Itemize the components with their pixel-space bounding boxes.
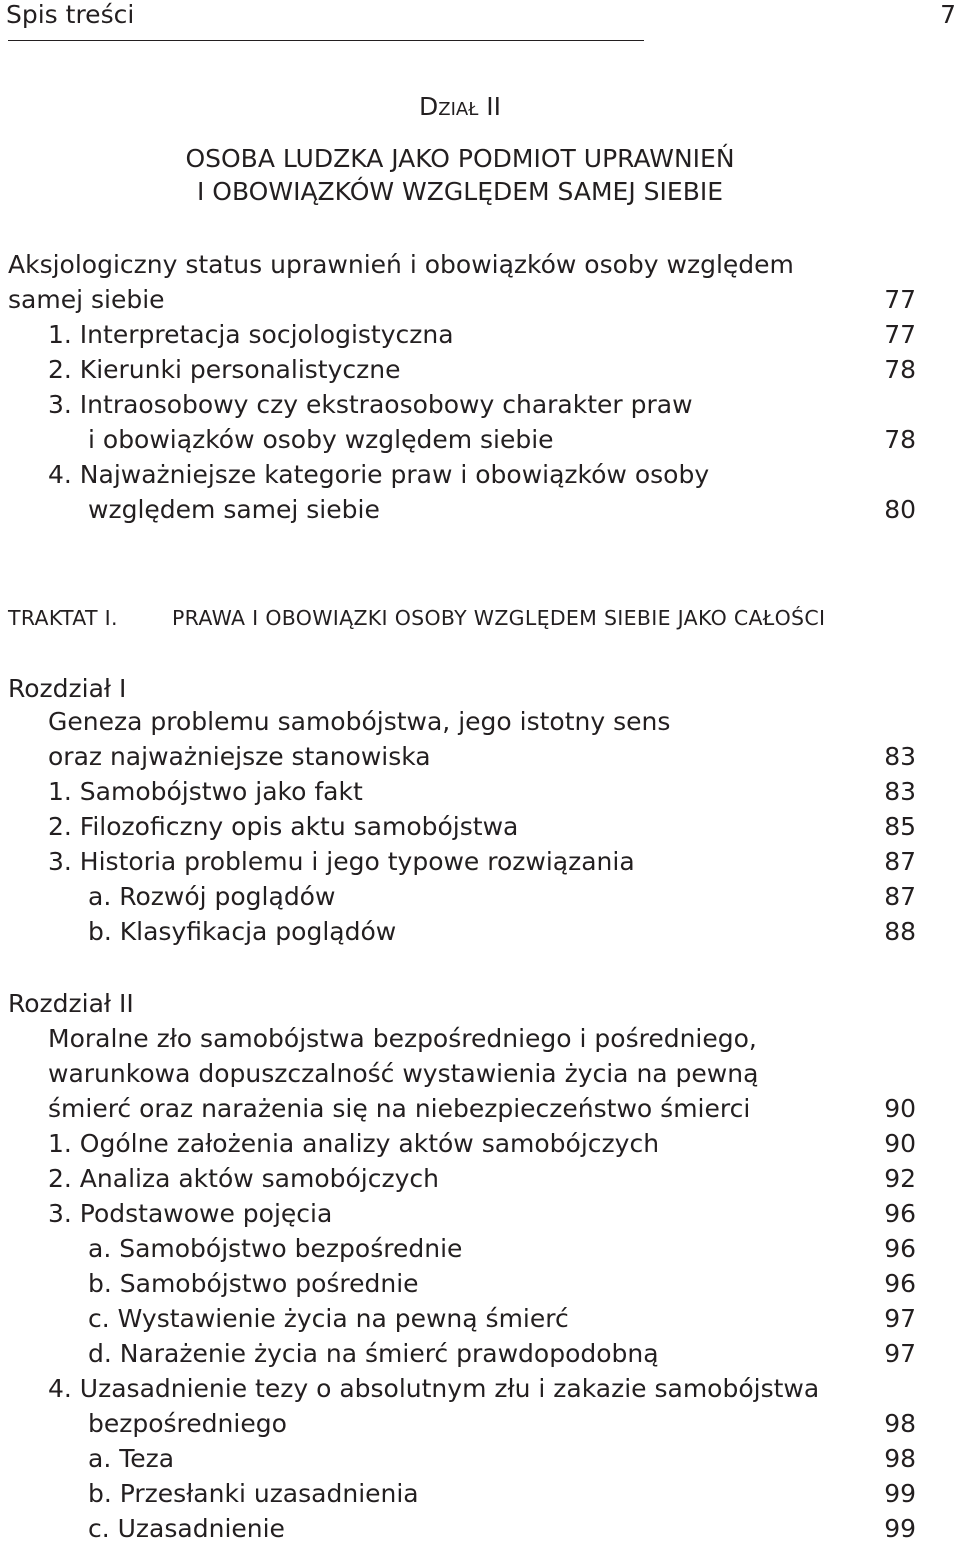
part-title-line-1: OSOBA LUDZKA JAKO PODMIOT UPRAWNIEŃ <box>185 144 735 173</box>
toc-entry-text: 1. Ogólne założenia analizy aktów samobójczych <box>48 1129 660 1158</box>
toc-entry-page: 90 <box>884 1094 916 1123</box>
toc-entry-page: 87 <box>884 882 916 911</box>
toc-entry-page: 92 <box>884 1164 916 1193</box>
toc-entry-page: 96 <box>884 1269 916 1298</box>
toc-entry-text: 3. Intraosobowy czy ekstraosobowy charakter praw <box>48 390 693 419</box>
toc-entry-page: 99 <box>884 1514 916 1543</box>
toc-entry-page: 80 <box>884 495 916 524</box>
toc-entry-text: i obowiązków osoby względem siebie <box>88 425 554 454</box>
toc-entry-page: 87 <box>884 847 916 876</box>
treatise-label: TRAKTAT I. <box>8 606 118 630</box>
toc-entry-page: 97 <box>884 1304 916 1333</box>
toc-entry-text: 1. Interpretacja socjologistyczna <box>48 320 454 349</box>
toc-entry-page: 98 <box>884 1409 916 1438</box>
toc-entry-page: 99 <box>884 1479 916 1508</box>
toc-entry-page: 83 <box>884 742 916 771</box>
toc-entry-text: 2. Analiza aktów samobójczych <box>48 1164 439 1193</box>
toc-entry-text: Aksjologiczny status uprawnień i obowiązków osoby względem <box>8 250 794 279</box>
toc-entry-text: warunkowa dopuszczalność wystawienia życia na pewną <box>48 1059 759 1088</box>
toc-entry-text: 2. Kierunki personalistyczne <box>48 355 401 384</box>
toc-entry-page: 85 <box>884 812 916 841</box>
toc-entry-text: śmierć oraz narażenia się na niebezpieczeństwo śmierci <box>48 1094 751 1123</box>
toc-entry-text: a. Teza <box>88 1444 175 1473</box>
toc-entry-text: Moralne zło samobójstwa bezpośredniego i pośredniego, <box>48 1024 757 1053</box>
toc-entry-page: 77 <box>884 285 916 314</box>
part-title-line-2: I OBOWIĄZKÓW WZGLĘDEM SAMEJ SIEBIE <box>196 177 724 206</box>
toc-entry-text: 1. Samobójstwo jako fakt <box>48 777 363 806</box>
toc-entry-page: 78 <box>884 355 916 384</box>
running-header-page-number: 7 <box>940 0 956 29</box>
running-header-title: Spis treści <box>6 0 135 29</box>
toc-entry-text: względem samej siebie <box>88 495 380 524</box>
toc-entry-text: 3. Historia problemu i jego typowe rozwiązania <box>48 847 635 876</box>
toc-entry-text: 4. Uzasadnienie tezy o absolutnym złu i zakazie samobójstwa <box>48 1374 820 1403</box>
toc-entry-page: 78 <box>884 425 916 454</box>
toc-entry-text: d. Narażenie życia na śmierć prawdopodobną <box>88 1339 659 1368</box>
toc-entry-page: 88 <box>884 917 916 946</box>
toc-entry-page: 83 <box>884 777 916 806</box>
toc-entry-text: a. Rozwój poglądów <box>88 882 336 911</box>
header-rule <box>8 40 644 41</box>
chapter-1-heading: Rozdział I <box>8 674 127 703</box>
toc-entry-text: b. Przesłanki uzasadnienia <box>88 1479 419 1508</box>
toc-entry-page: 98 <box>884 1444 916 1473</box>
toc-entry-page: 77 <box>884 320 916 349</box>
toc-entry-text: b. Klasyfikacja poglądów <box>88 917 397 946</box>
toc-entry-text: samej siebie <box>8 285 165 314</box>
toc-entry-page: 96 <box>884 1199 916 1228</box>
toc-entry-text: 4. Najważniejsze kategorie praw i obowiązków osoby <box>48 460 710 489</box>
toc-entry-text: Geneza problemu samobójstwa, jego istotny sens <box>48 707 671 736</box>
toc-entry-text: a. Samobójstwo bezpośrednie <box>88 1234 463 1263</box>
toc-entry-text: 3. Podstawowe pojęcia <box>48 1199 333 1228</box>
part-label: Dział II <box>418 92 501 121</box>
toc-entry-text: oraz najważniejsze stanowiska <box>48 742 431 771</box>
toc-entry-text: b. Samobójstwo pośrednie <box>88 1269 419 1298</box>
toc-entry-text: bezpośredniego <box>88 1409 287 1438</box>
chapter-2-heading: Rozdział II <box>8 989 134 1018</box>
treatise-title: PRAWA I OBOWIĄZKI OSOBY WZGLĘDEM SIEBIE JAKO CAŁOŚCI <box>172 606 826 630</box>
toc-entry-text: c. Uzasadnienie <box>88 1514 285 1543</box>
toc-entry-text: 2. Filozoficzny opis aktu samobójstwa <box>48 812 519 841</box>
toc-entry-text: c. Wystawienie życia na pewną śmierć <box>88 1304 569 1333</box>
toc-entry-page: 97 <box>884 1339 916 1368</box>
toc-entry-page: 90 <box>884 1129 916 1158</box>
toc-entry-page: 96 <box>884 1234 916 1263</box>
